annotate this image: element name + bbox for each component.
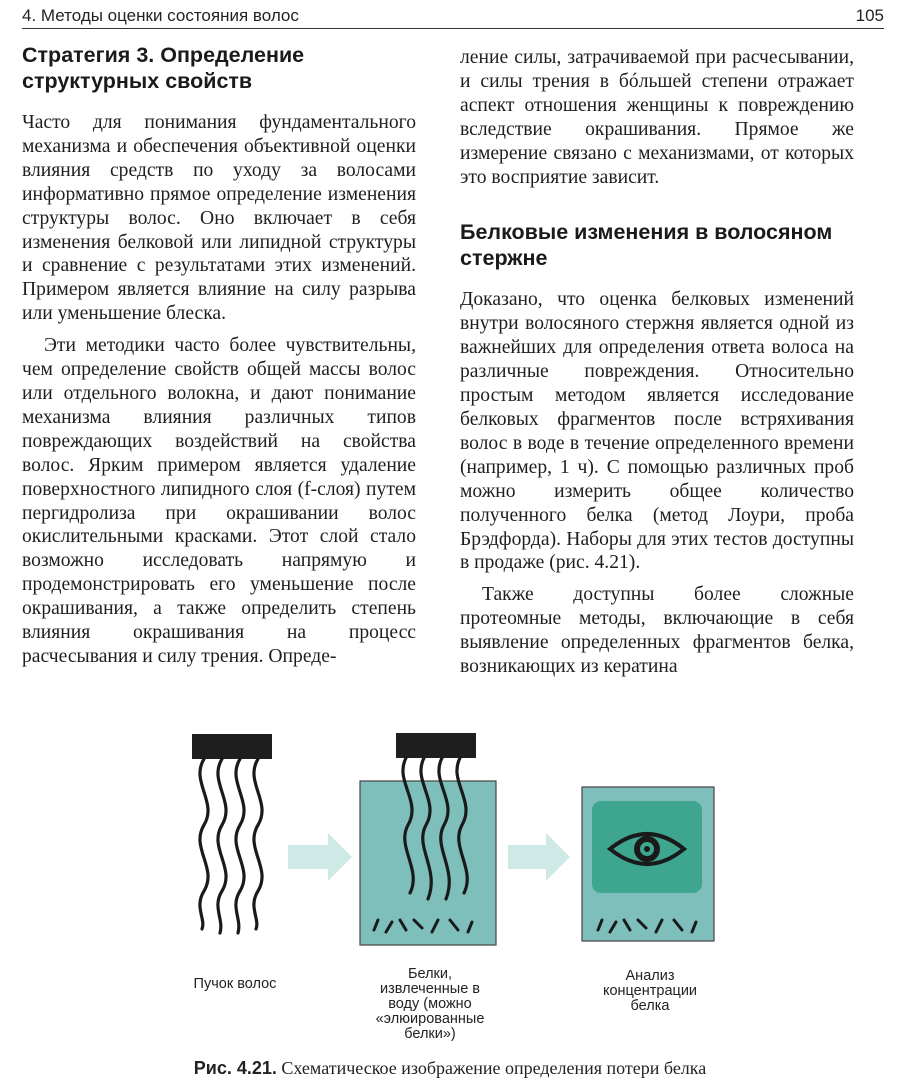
- caption-number: Рис. 4.21.: [193, 1058, 277, 1078]
- section-heading-protein-changes: Белковые изменения в волосяном стержне: [460, 220, 833, 271]
- hair-bundle: [192, 734, 272, 933]
- section-heading-strategy-3: Стратегия 3. Определение структурных свойств: [22, 43, 305, 93]
- chapter-title: 4. Методы оценки состояния волос: [22, 6, 299, 25]
- paragraph: Также доступны более сложные протеомные методы, включающие в себя выявление определенных фрагментов белка, возникающих из кератина: [460, 584, 854, 678]
- running-header: [22, 4, 884, 29]
- hair-strand-icon: [254, 759, 262, 929]
- label-hair-bundle: Пучок волос: [193, 976, 277, 992]
- label-extracted-proteins: Белки, извлеченные в воду (можно «элюированные белки»): [375, 966, 485, 1042]
- hair-strand-icon: [218, 759, 226, 933]
- page-number: 105: [855, 6, 884, 25]
- caption-text: Схематическое изображение определения потери белка: [281, 1058, 707, 1078]
- right-column: [460, 46, 854, 679]
- figure-4-21: [160, 727, 760, 1047]
- paragraph-continuation: ление силы, затрачиваемой при расчесывании, и силы трения в бóльшей степени отражает аспект отношения женщины к повреждению вследствие окрашивания. Прямое же измерение связано с механизмами, от которых это восприятие зависит.: [460, 47, 854, 188]
- paragraph: Часто для понимания фундаментального механизма и обеспечения объективной оценки влияния средств по уходу за волосами информативно прямое определение изменения структуры волос. Оно включает в себя изменения белковой или липидной структуры и сравнение с результатами этих изменений. Примером является влияние на силу разрыва или уменьшение блеска.: [22, 112, 416, 325]
- clamp-icon: [192, 734, 272, 759]
- right-arrow-icon: [288, 833, 352, 881]
- figure-diagram: [160, 727, 760, 967]
- paragraph: Эти методики часто более чувствительны, чем определение свойств общей массы волос или отдельного волокна, и дают понимание механизма влияния различных типов повреждающих воздействий на свойства волос. Ярким примером является удаление поверхностного липидного слоя (f-слоя) путем пергидролиза при окрашивании волос окислительными красками. Этот слой стало возможно исследовать напрямую и продемонстрировать его уменьшение после окрашивания, а также определить степень влияния окрашивания на процесс расчесывания и силу трения. Опреде-: [22, 335, 416, 667]
- right-arrow-icon: [508, 833, 570, 881]
- label-protein-analysis: Анализ концентрации белка: [602, 968, 698, 1014]
- clamp-icon: [396, 733, 476, 758]
- hair-strand-icon: [236, 759, 244, 933]
- hair-strand-icon: [200, 759, 208, 929]
- extraction-tank: [360, 733, 496, 945]
- analysis-tank: [582, 787, 714, 941]
- paragraph: Доказано, что оценка белковых изменений внутри волосяного стержня является одной из важнейших для определения ответа волоса на различные повреждения. Относительно простым методом является исследование белковых фрагментов после встряхивания волос в воде в течение определенного времени (например, 1 ч). С помощью различных проб можно измерить общее количество полученного белка (метод Лоури, проба Брэдфорда). Наборы для этих тестов доступны в продаже (рис. 4.21).: [460, 289, 854, 574]
- left-column: [22, 42, 416, 669]
- figure-caption: [0, 1058, 900, 1079]
